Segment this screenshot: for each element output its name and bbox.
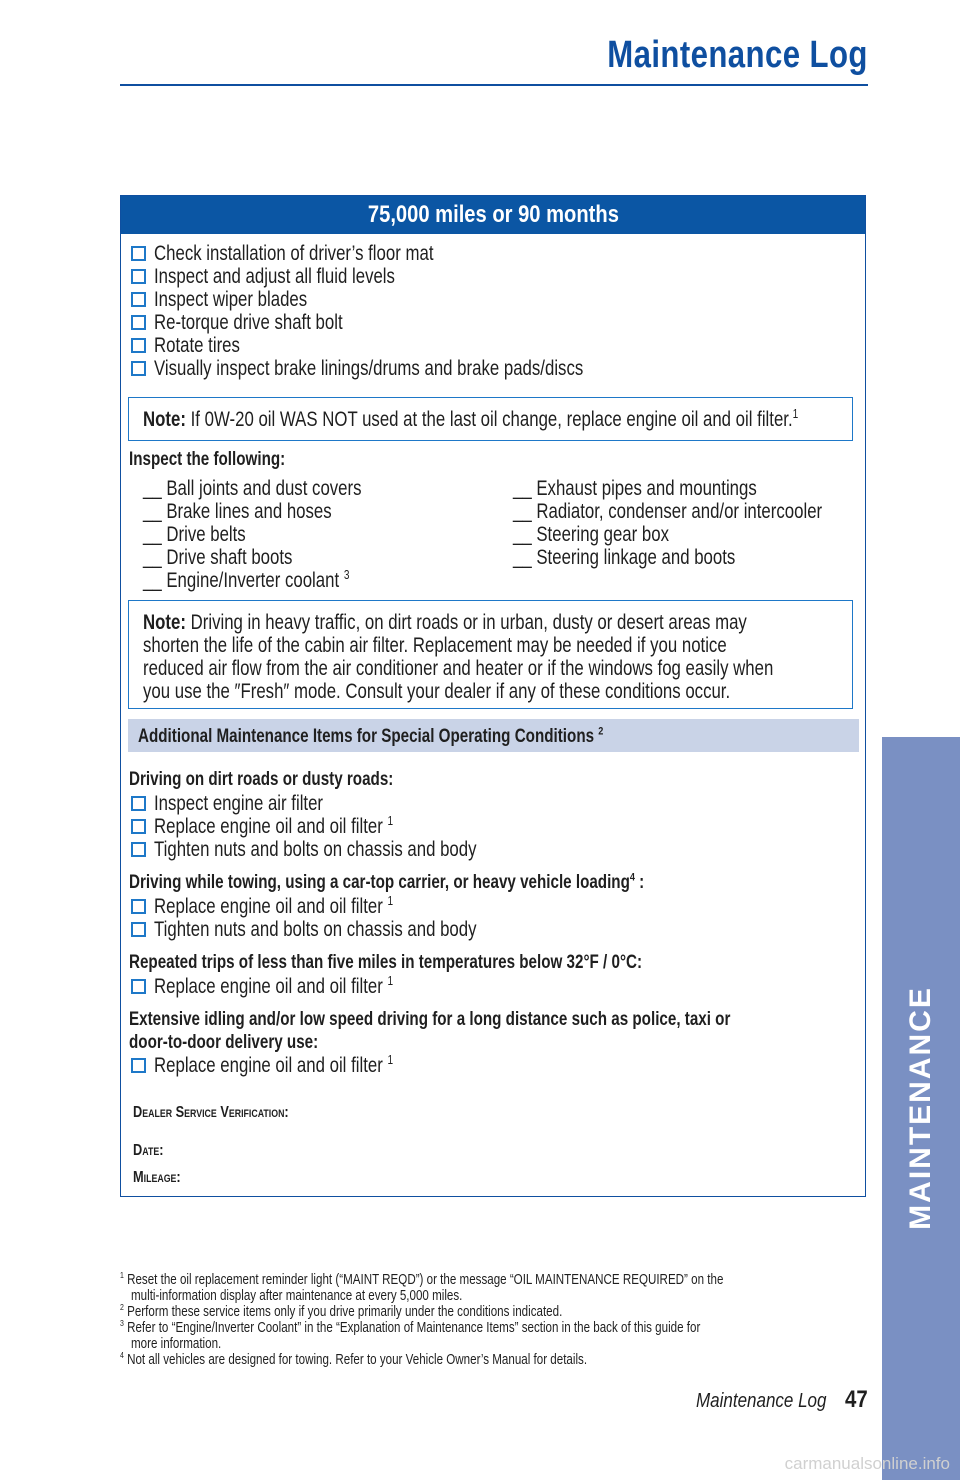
note-text: If 0W-20 oil WAS NOT used at the last oil change, replace engine oil and oil filter.	[190, 408, 793, 431]
inspect-item: __ Steering linkage and boots	[513, 546, 736, 569]
cabin-filter-note	[128, 600, 853, 709]
footnote-ref: 1	[387, 814, 394, 828]
footnote-ref: 4	[629, 871, 635, 884]
inspect-item: __ Steering gear box	[513, 523, 669, 546]
title-rule	[120, 84, 868, 86]
note-label: Note:	[143, 408, 186, 431]
checkbox[interactable]	[131, 1058, 146, 1073]
inspect-item: __ Drive belts	[143, 523, 246, 546]
checkbox[interactable]	[131, 842, 146, 857]
checkbox[interactable]	[131, 315, 146, 330]
mileage-label: Mileage:	[133, 1169, 181, 1186]
checkbox[interactable]	[131, 361, 146, 376]
checkbox[interactable]	[131, 819, 146, 834]
footnote: $^4$ Not all vehicles are designed for towing. Refer to your Vehicle Owner’s Manual for details.	[120, 1350, 588, 1368]
interval-heading: 75,000 miles or 90 months	[121, 196, 865, 234]
footer-label: Maintenance Log	[695, 1390, 826, 1412]
checkbox[interactable]	[131, 796, 146, 811]
footnote: $^2$ Perform these service items only if you drive primarily under the conditions indicated.	[120, 1302, 563, 1320]
checkbox[interactable]	[131, 292, 146, 307]
checklist-item: Re-torque drive shaft bolt	[154, 311, 343, 334]
watermark: carmanualsonline.info	[784, 1454, 950, 1473]
inspect-item: __ Engine/Inverter coolant $^3$	[143, 568, 350, 592]
page-title: Maintenance Log	[607, 34, 868, 76]
inspect-item: __ Drive shaft boots	[143, 546, 293, 569]
checkbox[interactable]	[131, 899, 146, 914]
note-text: Driving in heavy traffic, on dirt roads or in urban, dusty or desert areas may	[190, 611, 747, 634]
date-label: Date:	[133, 1142, 164, 1159]
checklist-item: Visually inspect brake linings/drums and brake pads/discs	[154, 357, 584, 380]
checklist-item: Replace engine oil and oil filter $^1$	[154, 974, 394, 998]
checklist-item: Inspect and adjust all fluid levels	[154, 265, 395, 288]
note-text: reduced air flow from the air conditioner and heater or if the windows fog easily when	[143, 657, 774, 680]
checkbox[interactable]	[131, 979, 146, 994]
footnote-ref: 1	[387, 894, 394, 908]
note-text: you use the ″Fresh″ mode. Consult your dealer if any of these conditions occur.	[143, 680, 731, 703]
checkbox[interactable]	[131, 269, 146, 284]
checkbox[interactable]	[131, 246, 146, 261]
inspect-item: __ Radiator, condenser and/or intercooler	[513, 500, 823, 523]
footnote-ref: 2	[598, 725, 604, 738]
additional-items-title: Additional Maintenance Items for Special Operating Conditions	[138, 726, 595, 747]
footnote: more information.	[131, 1336, 222, 1352]
checklist-item: Inspect wiper blades	[154, 288, 308, 311]
checkbox[interactable]	[131, 922, 146, 937]
inspect-item: __ Brake lines and hoses	[143, 500, 332, 523]
section-heading: Driving on dirt roads or dusty roads:	[129, 769, 394, 790]
checklist-item: Rotate tires	[154, 334, 240, 357]
note-label: Note:	[143, 611, 186, 634]
checkbox[interactable]	[131, 338, 146, 353]
checklist-item: Replace engine oil and oil filter $^1$	[154, 894, 394, 918]
footnote-ref: 1	[387, 974, 394, 988]
inspect-heading: Inspect the following:	[129, 449, 286, 470]
footnote-ref: 3	[343, 568, 350, 582]
section-tab-label: MAINTENANCE	[904, 986, 937, 1230]
footnote: $^3$ Refer to “Engine/Inverter Coolant” in the “Explanation of Maintenance Items” section in the back of this guide for	[120, 1318, 701, 1336]
section-heading: door-to-door delivery use:	[129, 1032, 319, 1053]
section-heading: Driving while towing, using a car-top carrier, or heavy vehicle loading$^4$ :	[129, 871, 645, 893]
maintenance-box	[120, 195, 866, 1197]
dealer-verification-label: Dealer Service Verification:	[133, 1104, 289, 1121]
footnote: multi-information display after maintenance at every 5,000 miles.	[131, 1288, 463, 1304]
section-heading: Repeated trips of less than five miles in temperatures below 32°F / 0°C:	[129, 952, 643, 973]
oil-note	[128, 397, 853, 441]
inspect-item: __ Exhaust pipes and mountings	[513, 477, 757, 500]
footnote-ref: 1	[792, 407, 799, 421]
additional-items-band	[128, 719, 859, 752]
checklist-item: Tighten nuts and bolts on chassis and body	[154, 838, 477, 861]
footnote: $^1$ Reset the oil replacement reminder light (“MAINT REQD”) or the message “OIL MAINTENANCE REQUIRED” on the	[120, 1270, 724, 1288]
checklist-item: Check installation of driver’s floor mat	[154, 242, 434, 265]
checklist-item: Inspect engine air filter	[154, 792, 324, 815]
page-number: 47	[845, 1386, 868, 1413]
footnote-ref: 1	[387, 1053, 394, 1067]
note-text: shorten the life of the cabin air filter. Replacement may be needed if you notice	[143, 634, 727, 657]
checklist-item: Replace engine oil and oil filter $^1$	[154, 1053, 394, 1077]
checklist-item: Replace engine oil and oil filter $^1$	[154, 814, 394, 838]
section-heading: Extensive idling and/or low speed driving for a long distance such as police, taxi or	[129, 1009, 731, 1030]
checklist-item: Tighten nuts and bolts on chassis and body	[154, 918, 477, 941]
inspect-item: __ Ball joints and dust covers	[143, 477, 362, 500]
